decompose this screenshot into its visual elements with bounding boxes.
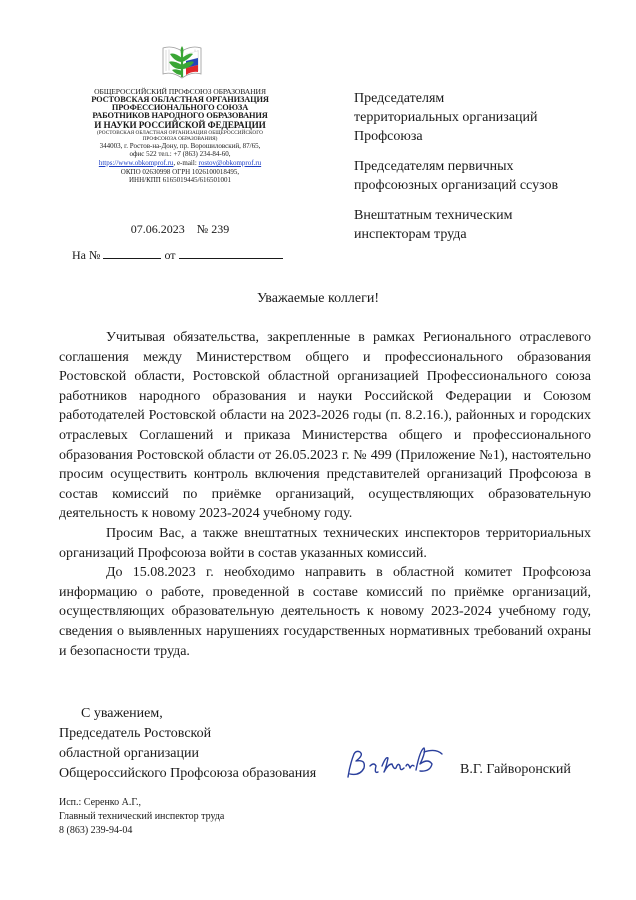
addressee-line: инспекторам труда: [354, 227, 467, 242]
addressee-block: [354, 89, 614, 146]
addressees: [354, 89, 614, 255]
reference-date-blank: [179, 248, 283, 259]
website-link[interactable]: https://www.obkomprof.ru: [98, 158, 174, 167]
reference-label: На №: [72, 248, 101, 262]
signer-title: областной организации: [59, 746, 199, 761]
body-paragraph: До 15.08.2023 г. необходимо направить в областной комитет Профсоюза информацию о работе, проведенной в составе комиссий по приёмке организаций, осуществляющих образовательную деятельность к новому 2023-2024 учебному году, сведения о выявленных нарушениях государственных нормативных требований охраны и безопасности труда.: [59, 565, 591, 659]
reference-number-blank: [103, 248, 161, 259]
letterhead-line: РОСТОВСКАЯ ОБЛАСТНАЯ ОРГАНИЗАЦИЯ: [91, 94, 269, 104]
letterhead-office: офис 522 тел.: +7 (863) 234-84-60,: [129, 150, 231, 159]
executor-name: Исп.: Серенко А.Г.,: [59, 797, 142, 808]
closing-regards: С уважением,: [81, 706, 163, 721]
letterhead-line: И НАУКИ РОССИЙСКОЙ ФЕДЕРАЦИИ: [94, 119, 266, 130]
union-logo-icon: [160, 40, 204, 84]
reference-from-label: от: [164, 248, 176, 262]
letterhead-line: ПРОФЕССИОНАЛЬНОГО СОЮЗА: [111, 103, 249, 112]
signer-title: Председатель Ростовской: [59, 726, 212, 741]
letterhead-line: ПРОФСОЮЗА ОБРАЗОВАНИЯ): [142, 136, 218, 143]
signature-icon: [340, 744, 450, 782]
registration-line: [60, 222, 300, 237]
document-number: № 239: [196, 222, 230, 236]
addressee-line: Председателям первичных: [354, 159, 514, 174]
letterhead-contacts: [60, 159, 300, 168]
addressee-block: [354, 206, 614, 244]
letterhead-line: (РОСТОВСКАЯ ОБЛАСТНАЯ ОРГАНИЗАЦИЯ ОБЩЕРОССИЙСКОГО: [97, 130, 263, 137]
letterhead-okpo: ОКПО 02630998 ОГРН 1026100018495,: [120, 167, 240, 176]
signer-name: В.Г. Гайворонский: [460, 762, 571, 777]
executor-info: [59, 796, 224, 838]
document-date: 07.06.2023: [130, 222, 185, 236]
executor-position: Главный технический инспектор труда: [59, 811, 225, 822]
email-label: , e-mail:: [173, 158, 199, 167]
letter-body: [59, 328, 591, 661]
addressee-line: профсоюзных организаций ссузов: [354, 178, 559, 193]
letterhead-line: ОБЩЕРОССИЙСКИЙ ПРОФСОЮЗ ОБРАЗОВАНИЯ: [94, 87, 266, 96]
letterhead-inn: ИНН/КПП 6165019445/616501001: [128, 175, 232, 184]
addressee-block: [354, 157, 614, 195]
addressee-line: территориальных организаций: [354, 110, 538, 125]
letterhead-address: 344003, г. Ростов-на-Дону, пр. Ворошиловский, 87/65,: [99, 142, 261, 151]
email-link[interactable]: rostov@obkomprof.ru: [198, 158, 262, 167]
addressee-line: Председателям: [354, 91, 445, 106]
addressee-line: Профсоюза: [354, 129, 423, 144]
body-paragraph: Просим Вас, а также внештатных технических инспекторов территориальных организаций Профсоюза войти в состав указанных комиссий.: [59, 525, 591, 561]
signer-title: Общероссийского Профсоюза образования: [59, 766, 317, 781]
letterhead: [60, 88, 300, 184]
reference-line: [72, 248, 283, 263]
addressee-line: Внештатным техническим: [354, 208, 513, 223]
body-paragraph: Учитывая обязательства, закрепленные в рамках Регионального отраслевого соглашения между Министерством общего и профессионального образования Ростовской области, Ростовской областной организацией Профессионального союза работников народного образования и науки Российской Федерации и Союзом работодателей Ростовской области на 2023-2026 годы (п. 8.2.16.), районных и городских отраслевых Соглашений и приказа Министерства общего и профессионального образования Ростовской области от 26.05.2023 г. № 499 (Приложение №1), настоятельно просим осуществить контроль включения представителей организаций Профсоюза в состав комиссий по приёмке организаций, осуществляющих образовательную деятельность к новому 2023-2024 учебному году.: [59, 330, 591, 522]
salutation: Уважаемые коллеги!: [256, 291, 380, 306]
letterhead-line: РАБОТНИКОВ НАРОДНОГО ОБРАЗОВАНИЯ: [92, 111, 268, 121]
executor-phone: 8 (863) 239-94-04: [59, 825, 133, 836]
